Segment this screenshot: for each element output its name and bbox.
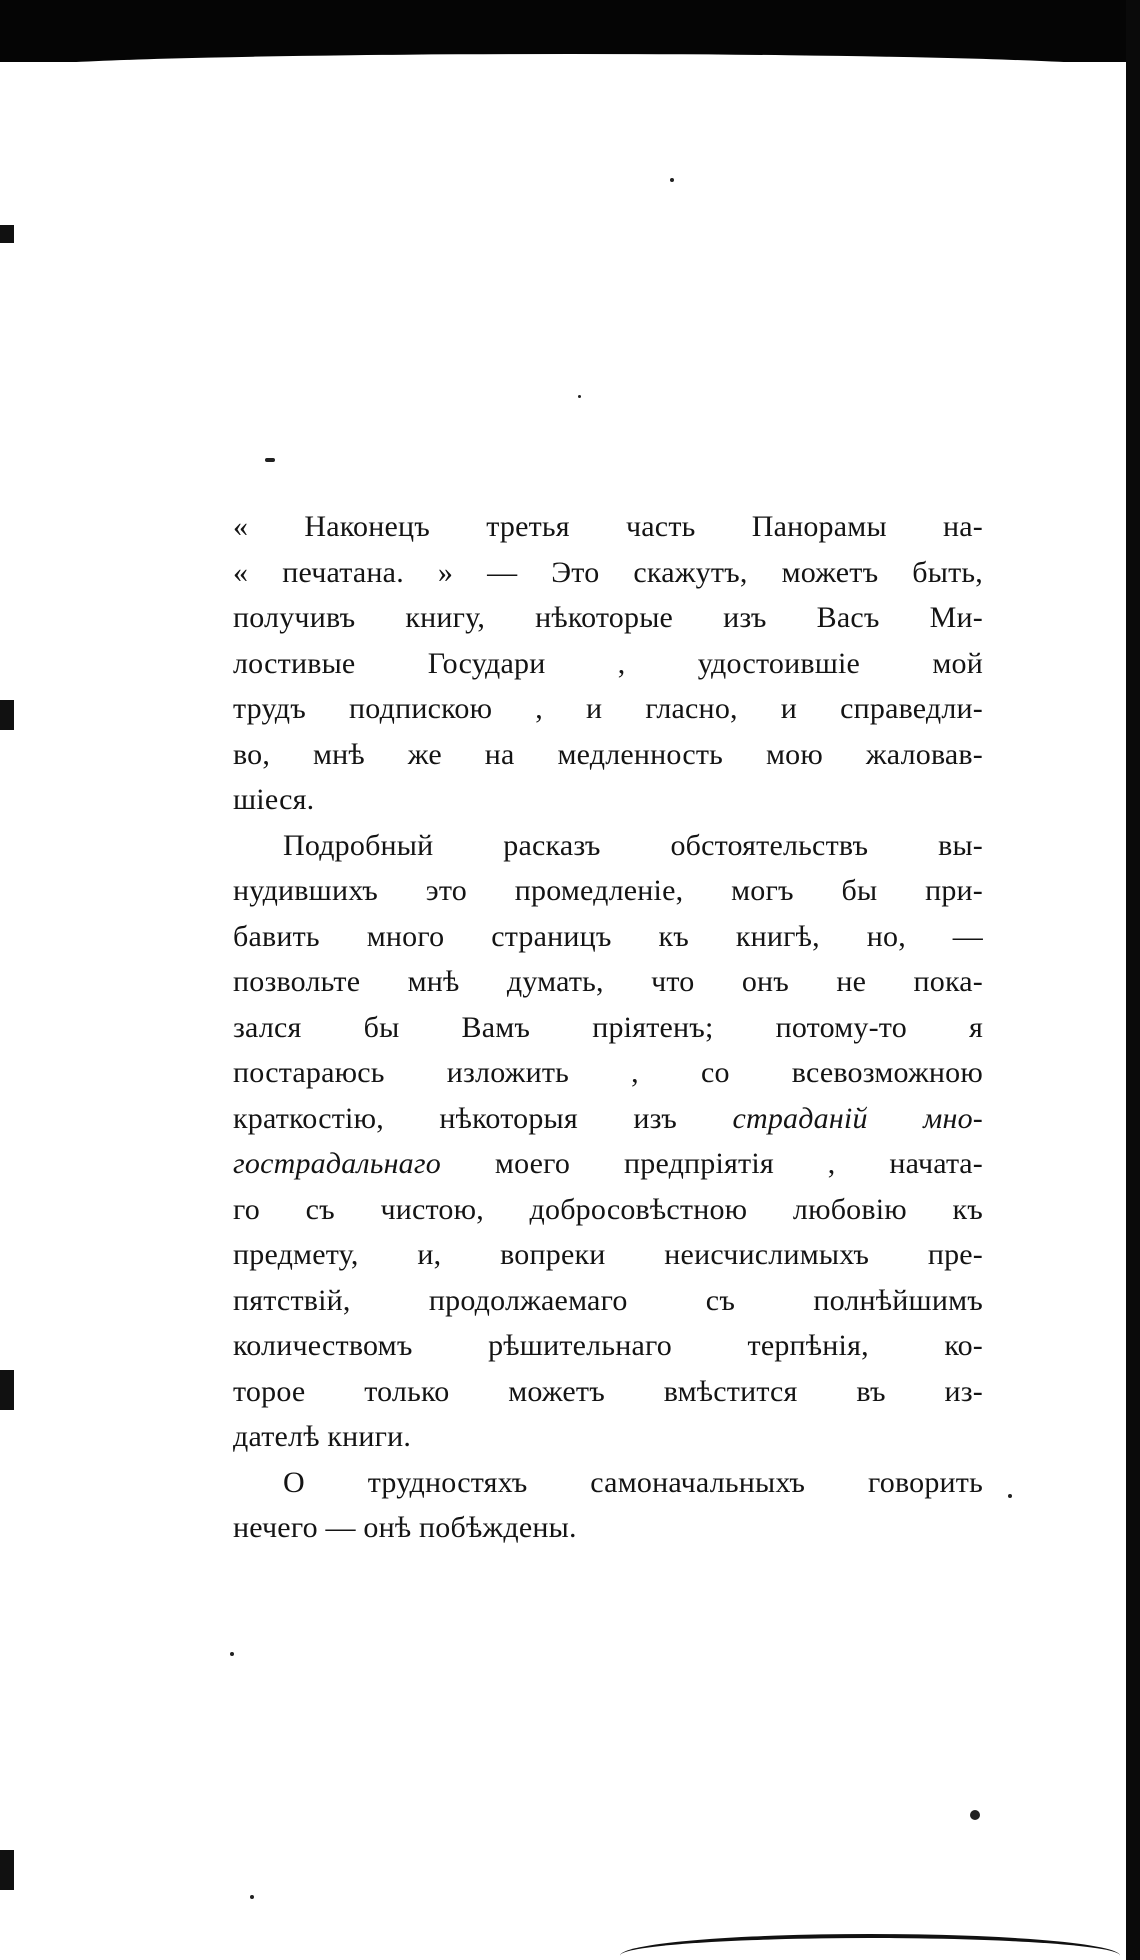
text-line: зался бы Вамъ пріятенъ; потому-то я <box>233 1010 983 1044</box>
text-line: О трудностяхъ самоначальныхъ говорить <box>283 1465 983 1499</box>
scan-speck <box>670 178 674 182</box>
text-line: « Наконецъ третья часть Панорамы на- <box>233 510 983 543</box>
text-line-mixed <box>233 1141 983 1187</box>
body-text <box>233 504 983 1551</box>
text-line: предмету, и, вопреки неисчислимыхъ пре- <box>233 1238 983 1271</box>
scan-speck <box>578 395 581 398</box>
text-line: « печатана. » — Это скажутъ, можетъ быть, <box>233 555 983 589</box>
text-line: постараюсь изложить , со всевозможною <box>233 1056 983 1089</box>
scan-speck <box>265 458 275 462</box>
scan-margin-mark <box>0 1850 14 1890</box>
scan-right-edge <box>1126 0 1140 1960</box>
scan-speck <box>250 1895 254 1899</box>
text-line: трудъ подпискою , и гласно, и справедли- <box>233 692 983 725</box>
italic-run: страданій мно- <box>732 1101 983 1135</box>
text-line-mixed <box>233 1096 983 1142</box>
text-line: позвольте мнѣ думать, что онъ не пока- <box>233 965 983 998</box>
italic-run: гострадальнаго <box>233 1147 441 1180</box>
scan-top-edge <box>0 0 1140 62</box>
scan-margin-mark <box>0 1370 14 1410</box>
text-run: моего предпріятія , начатa- <box>494 1147 983 1180</box>
text-line: бавить много страницъ къ книгѣ, но, — <box>233 919 983 953</box>
text-line: нечего — онѣ побѣждены. <box>233 1511 577 1544</box>
text-line: во, мнѣ же на медленность мою жаловав- <box>233 737 983 771</box>
text-line: Подробный расказъ обстоятельствъ вы- <box>283 828 983 862</box>
text-line: го съ чистою, добросовѣстною любовію къ <box>233 1192 983 1226</box>
scan-margin-mark <box>0 700 14 730</box>
text-line: пятствій, продолжаемаго съ полнѣйшимъ <box>233 1283 983 1317</box>
text-line: лостивые Государи , удостоившіе мой <box>233 646 983 680</box>
text-line: нудившихъ это промедленіе, могъ бы при- <box>233 874 983 907</box>
scan-speck <box>1008 1494 1012 1498</box>
text-line: количествомъ рѣшительнаго терпѣнія, ко- <box>233 1329 983 1362</box>
text-line: дателѣ книги. <box>233 1420 412 1453</box>
scan-bottom-edge <box>620 1934 1120 1960</box>
scan-margin-mark <box>0 225 14 243</box>
scan-speck <box>970 1810 980 1820</box>
text-line: получивъ книгу, нѣкоторые изъ Васъ Ми- <box>233 601 983 634</box>
text-run: краткостію, нѣкоторыя изъ <box>233 1101 677 1135</box>
scan-speck <box>230 1652 234 1656</box>
text-line: торое только можетъ вмѣстится въ из- <box>233 1374 983 1408</box>
text-line: шіеся. <box>233 783 315 816</box>
